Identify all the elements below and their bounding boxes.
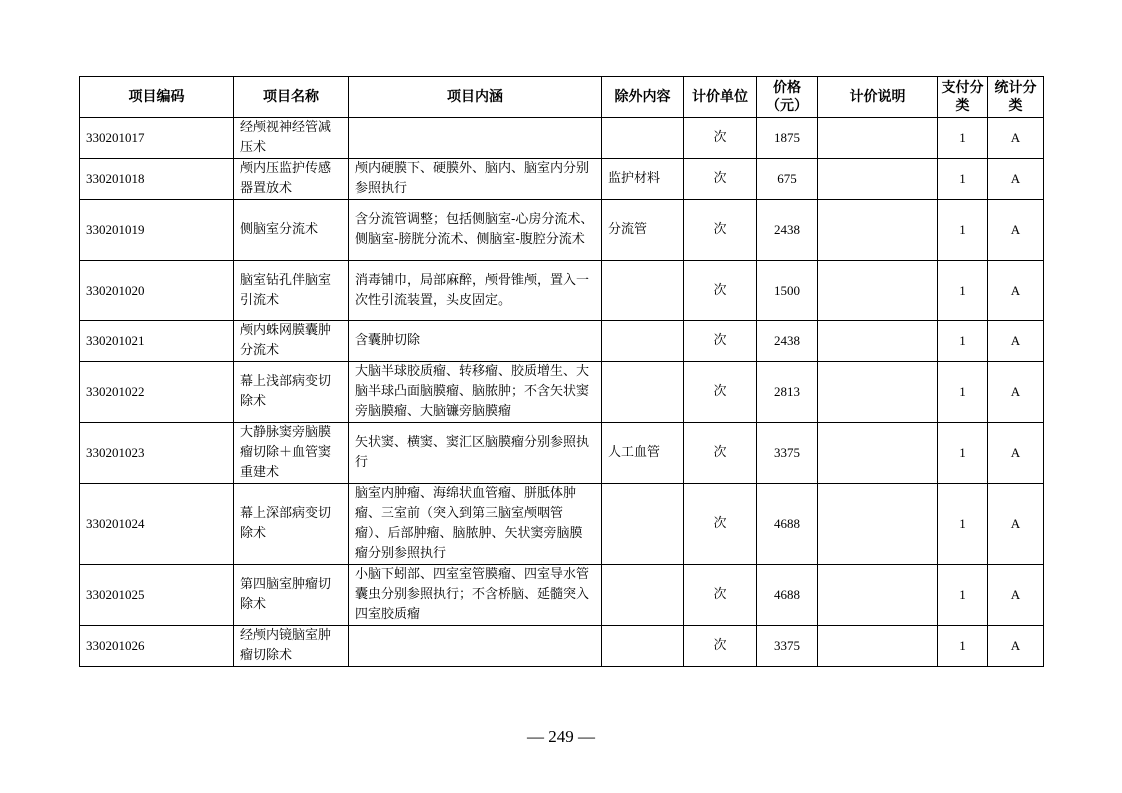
row-excluded bbox=[602, 626, 684, 667]
row-content bbox=[349, 626, 602, 667]
row-pay: 1 bbox=[938, 321, 988, 362]
row-stat: A bbox=[988, 484, 1044, 565]
row-name: 颅内压监护传感器置放术 bbox=[234, 159, 349, 200]
table-row bbox=[80, 626, 1044, 667]
row-note bbox=[818, 565, 938, 626]
header-content: 项目内涵 bbox=[349, 77, 602, 118]
row-pay: 1 bbox=[938, 159, 988, 200]
row-pay: 1 bbox=[938, 484, 988, 565]
row-name: 经颅内镜脑室肿瘤切除术 bbox=[234, 626, 349, 667]
row-note bbox=[818, 626, 938, 667]
table-row bbox=[80, 118, 1044, 159]
row-name: 幕上深部病变切除术 bbox=[234, 484, 349, 565]
row-code: 330201019 bbox=[80, 200, 234, 261]
row-excluded: 分流管 bbox=[602, 200, 684, 261]
row-note bbox=[818, 484, 938, 565]
row-excluded: 监护材料 bbox=[602, 159, 684, 200]
table-body bbox=[80, 118, 1044, 667]
row-price: 4688 bbox=[757, 484, 818, 565]
table-row bbox=[80, 484, 1044, 565]
header-unit: 计价单位 bbox=[684, 77, 757, 118]
row-price: 2813 bbox=[757, 362, 818, 423]
row-unit: 次 bbox=[684, 261, 757, 321]
row-price: 1500 bbox=[757, 261, 818, 321]
row-excluded: 人工血管 bbox=[602, 423, 684, 484]
row-stat: A bbox=[988, 118, 1044, 159]
row-pay: 1 bbox=[938, 423, 988, 484]
row-stat: A bbox=[988, 423, 1044, 484]
row-code: 330201017 bbox=[80, 118, 234, 159]
header-excluded: 除外内容 bbox=[602, 77, 684, 118]
row-price: 2438 bbox=[757, 200, 818, 261]
row-excluded bbox=[602, 321, 684, 362]
table-row bbox=[80, 321, 1044, 362]
row-excluded bbox=[602, 118, 684, 159]
row-price: 1875 bbox=[757, 118, 818, 159]
row-excluded bbox=[602, 484, 684, 565]
row-code: 330201020 bbox=[80, 261, 234, 321]
row-price: 3375 bbox=[757, 626, 818, 667]
row-name: 脑室钻孔伴脑室引流术 bbox=[234, 261, 349, 321]
header-name: 项目名称 bbox=[234, 77, 349, 118]
row-unit: 次 bbox=[684, 200, 757, 261]
row-content: 大脑半球胶质瘤、转移瘤、胶质增生、大脑半球凸面脑膜瘤、脑脓肿；不含矢状窦旁脑膜瘤、大脑镰旁脑膜瘤 bbox=[349, 362, 602, 423]
row-name: 大静脉窦旁脑膜瘤切除＋血管窦重建术 bbox=[234, 423, 349, 484]
row-stat: A bbox=[988, 626, 1044, 667]
row-content: 小脑下蚓部、四室室管膜瘤、四室导水管囊虫分别参照执行；不含桥脑、延髓突入四室胶质瘤 bbox=[349, 565, 602, 626]
row-unit: 次 bbox=[684, 565, 757, 626]
row-pay: 1 bbox=[938, 261, 988, 321]
row-pay: 1 bbox=[938, 118, 988, 159]
row-code: 330201026 bbox=[80, 626, 234, 667]
row-excluded bbox=[602, 362, 684, 423]
row-pay: 1 bbox=[938, 200, 988, 261]
row-content: 含囊肿切除 bbox=[349, 321, 602, 362]
row-unit: 次 bbox=[684, 362, 757, 423]
row-unit: 次 bbox=[684, 321, 757, 362]
header-row bbox=[80, 77, 1044, 118]
row-note bbox=[818, 362, 938, 423]
row-code: 330201023 bbox=[80, 423, 234, 484]
table-row bbox=[80, 159, 1044, 200]
header-note: 计价说明 bbox=[818, 77, 938, 118]
row-name: 侧脑室分流术 bbox=[234, 200, 349, 261]
header-pay: 支付分类 bbox=[938, 77, 988, 118]
table-row bbox=[80, 423, 1044, 484]
table-row bbox=[80, 261, 1044, 321]
row-unit: 次 bbox=[684, 159, 757, 200]
row-content bbox=[349, 118, 602, 159]
row-content: 含分流管调整；包括侧脑室-心房分流术、侧脑室-膀胱分流术、侧脑室-腹腔分流术 bbox=[349, 200, 602, 261]
row-code: 330201025 bbox=[80, 565, 234, 626]
row-price: 675 bbox=[757, 159, 818, 200]
row-unit: 次 bbox=[684, 118, 757, 159]
row-name: 颅内蛛网膜囊肿分流术 bbox=[234, 321, 349, 362]
price-table bbox=[79, 76, 1044, 667]
row-stat: A bbox=[988, 261, 1044, 321]
header-code: 项目编码 bbox=[80, 77, 234, 118]
page-number: — 249 — bbox=[527, 727, 595, 746]
row-pay: 1 bbox=[938, 565, 988, 626]
row-content: 消毒铺巾，局部麻醉，颅骨锥颅，置入一次性引流装置，头皮固定。 bbox=[349, 261, 602, 321]
row-stat: A bbox=[988, 321, 1044, 362]
row-name: 经颅视神经管减压术 bbox=[234, 118, 349, 159]
table-row bbox=[80, 362, 1044, 423]
row-stat: A bbox=[988, 159, 1044, 200]
row-content: 矢状窦、横窦、窦汇区脑膜瘤分别参照执行 bbox=[349, 423, 602, 484]
row-note bbox=[818, 423, 938, 484]
row-stat: A bbox=[988, 565, 1044, 626]
row-pay: 1 bbox=[938, 626, 988, 667]
row-unit: 次 bbox=[684, 484, 757, 565]
table-row bbox=[80, 200, 1044, 261]
table-row bbox=[80, 565, 1044, 626]
row-note bbox=[818, 159, 938, 200]
row-price: 4688 bbox=[757, 565, 818, 626]
row-code: 330201021 bbox=[80, 321, 234, 362]
row-excluded bbox=[602, 261, 684, 321]
row-stat: A bbox=[988, 200, 1044, 261]
row-name: 第四脑室肿瘤切除术 bbox=[234, 565, 349, 626]
row-name: 幕上浅部病变切除术 bbox=[234, 362, 349, 423]
row-price: 2438 bbox=[757, 321, 818, 362]
row-note bbox=[818, 118, 938, 159]
row-note bbox=[818, 261, 938, 321]
row-content: 颅内硬膜下、硬膜外、脑内、脑室内分别参照执行 bbox=[349, 159, 602, 200]
row-code: 330201018 bbox=[80, 159, 234, 200]
row-unit: 次 bbox=[684, 423, 757, 484]
row-unit: 次 bbox=[684, 626, 757, 667]
row-content: 脑室内肿瘤、海绵状血管瘤、胼胝体肿瘤、三室前（突入到第三脑室颅咽管瘤）、后部肿瘤、脑脓肿、矢状窦旁脑膜瘤分别参照执行 bbox=[349, 484, 602, 565]
row-note bbox=[818, 321, 938, 362]
row-note bbox=[818, 200, 938, 261]
row-code: 330201024 bbox=[80, 484, 234, 565]
row-price: 3375 bbox=[757, 423, 818, 484]
row-stat: A bbox=[988, 362, 1044, 423]
row-pay: 1 bbox=[938, 362, 988, 423]
header-price: 价格（元） bbox=[757, 77, 818, 118]
row-excluded bbox=[602, 565, 684, 626]
row-code: 330201022 bbox=[80, 362, 234, 423]
header-stat: 统计分类 bbox=[988, 77, 1044, 118]
